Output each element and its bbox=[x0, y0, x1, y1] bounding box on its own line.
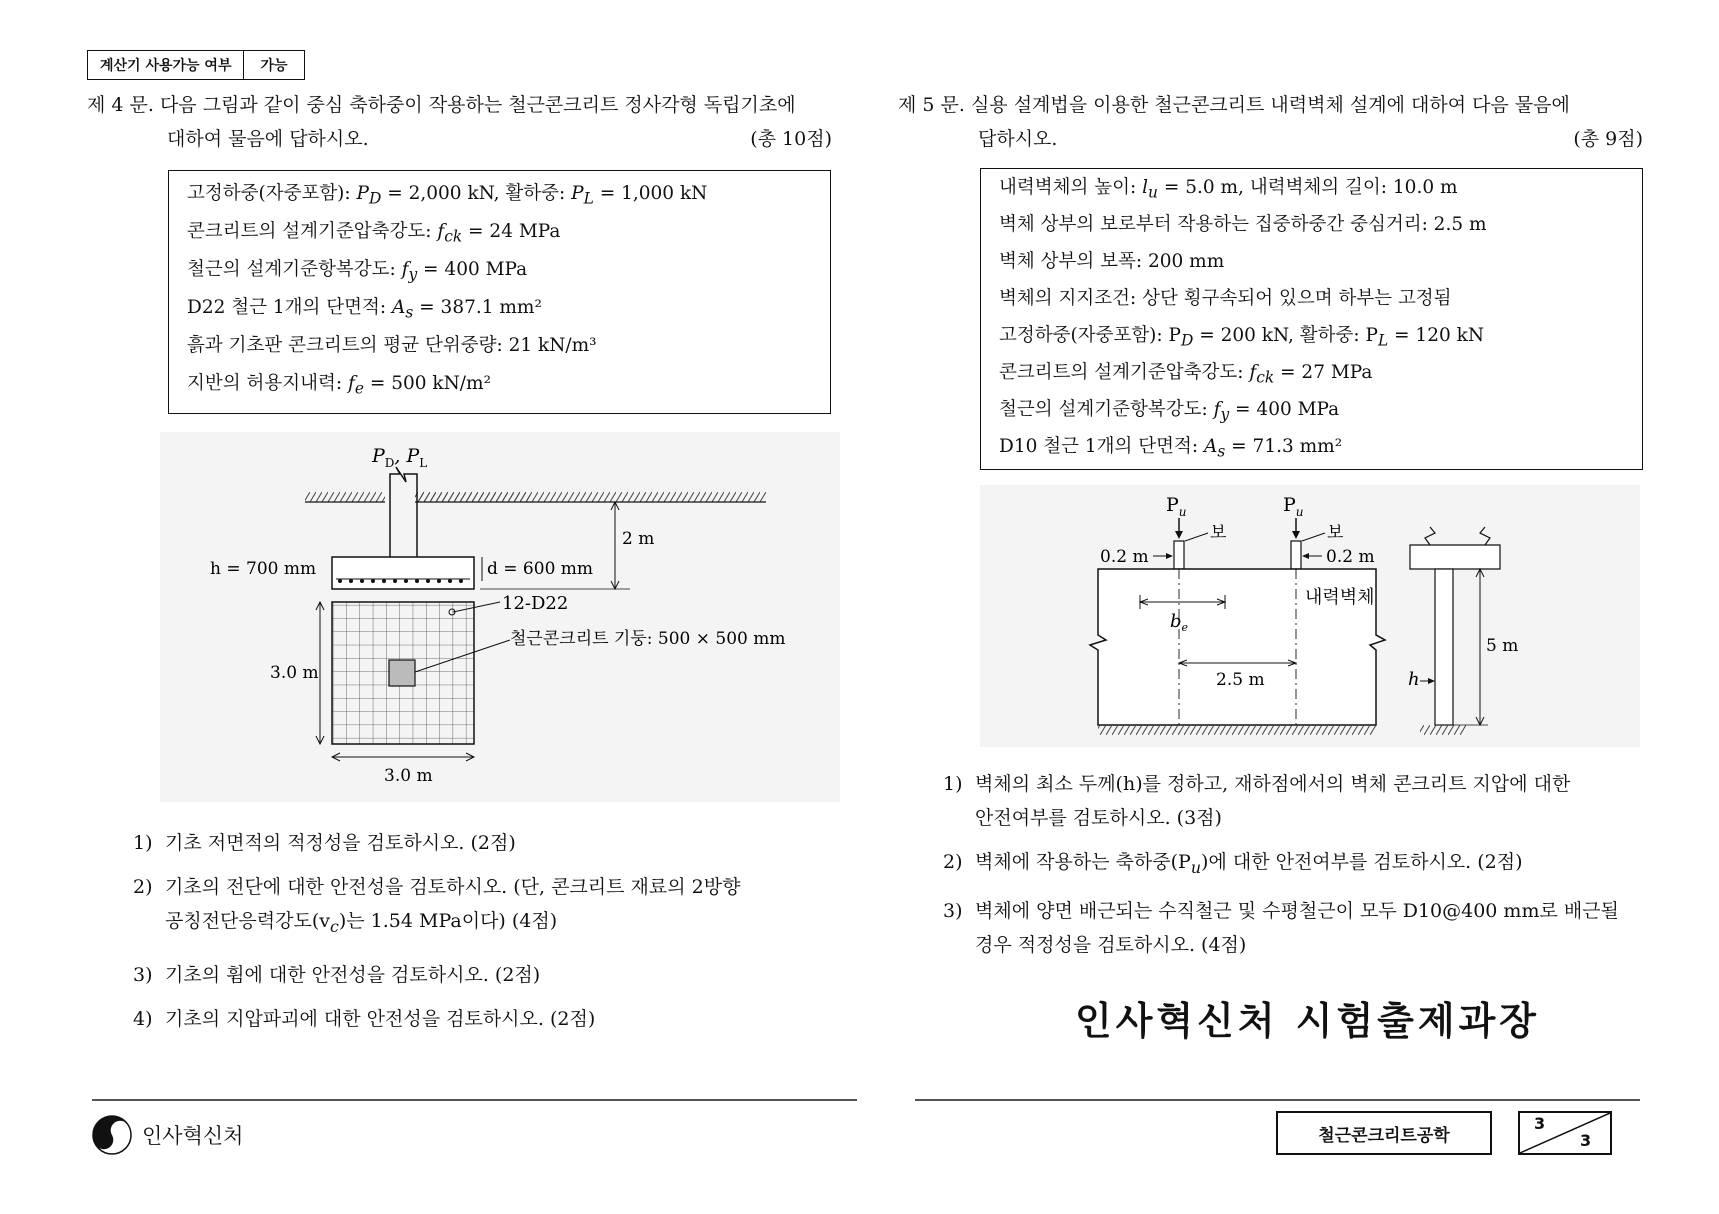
q4-bottom-label: 3.0 m bbox=[384, 766, 433, 786]
q4-side-label: 3.0 m bbox=[270, 663, 319, 683]
q5-beam-left bbox=[1174, 541, 1184, 569]
q5-base-hatch bbox=[1098, 725, 1376, 735]
footer-org-name: 인사혁신처 bbox=[142, 1124, 244, 1148]
q5-beam-right bbox=[1291, 541, 1301, 569]
q5-given-loads: 고정하중(자중포함): $P_D = 200$ kN, 활하중: $P_L = 120$ kN bbox=[999, 325, 1485, 350]
q5-section-wall bbox=[1435, 569, 1453, 725]
q5-item-1: 1) 벽체의 최소 두께(h)를 정하고, 재하점에서의 벽체 콘크리트 지압에 대한 안전여부를 검토하시오. (3점) bbox=[943, 773, 1571, 829]
q5-wall-figure bbox=[980, 485, 1640, 747]
q4-depth-label: 2 m bbox=[622, 529, 655, 549]
q5-pu-left-label: $P_u$ bbox=[1166, 494, 1187, 519]
page-number-box bbox=[1518, 1111, 1612, 1155]
q4-bar-label: 12-D22 bbox=[502, 593, 569, 614]
exam-division-stamp: 인사혁신처 시험출제과장 bbox=[1075, 999, 1541, 1043]
q5-given-fck: 콘크리트의 설계기준압축강도: $f_{ck} = 27$ MPa bbox=[999, 362, 1373, 387]
q4-heading-line2: 대하여 물음에 답하시오. bbox=[167, 128, 369, 150]
q5-given-height: 내력벽체의 높이: $l_u = 5.0$ m, 내력벽체의 길이: 10.0 m bbox=[999, 177, 1458, 202]
q5-wall-label: 내력벽체 bbox=[1305, 587, 1375, 608]
q4-d-label: d = 600 mm bbox=[487, 559, 594, 579]
q5-spacing-label: 2.5 m bbox=[1216, 670, 1265, 690]
q4-given-unit-weight: 흙과 기초판 콘크리트의 평균 단위중량: 21 kN/m³ bbox=[187, 335, 597, 356]
q5-heading-line2: 답하시오. bbox=[978, 128, 1058, 150]
q4-item-2: 2) 기초의 전단에 대한 안전성을 검토하시오. (단, 콘크리트 재료의 2방향 공칭전단응력강도$(v_c)$는 1.54 MPa이다) (4점) bbox=[133, 876, 741, 936]
taegeuk-logo-icon bbox=[92, 1115, 132, 1155]
q5-given-fy: 철근의 설계기준항복강도: $f_y = 400$ MPa bbox=[999, 399, 1340, 424]
q5-given-as: D10 철근 1개의 단면적: $A_s = 71.3$ mm² bbox=[999, 436, 1343, 461]
q4-column-plan bbox=[389, 660, 415, 686]
q4-h-label: h = 700 mm bbox=[210, 559, 317, 579]
q5-left-gap-label: 0.2 m bbox=[1100, 547, 1149, 567]
q4-given-fy: 철근의 설계기준항복강도: $f_y = 400$ MPa bbox=[187, 259, 528, 284]
footer-org bbox=[92, 1115, 243, 1155]
ground-hatch-right bbox=[418, 492, 766, 502]
q4-footing-figure bbox=[160, 432, 840, 802]
q4-given-fck: 콘크리트의 설계기준압축강도: $f_{ck} = 24$ MPa bbox=[187, 221, 561, 246]
page-total: 3 bbox=[1580, 1131, 1592, 1150]
q5-section-beam bbox=[1410, 545, 1500, 569]
q5-beam-label-left: 보 bbox=[1210, 523, 1227, 543]
q5-given-beam-width: 벽체 상부의 보폭: 200 mm bbox=[999, 251, 1225, 272]
q5-h-label: h bbox=[1408, 669, 1420, 690]
q5-be-label: $b_e$ bbox=[1170, 611, 1189, 634]
q5-given-support: 벽체의 지지조건: 상단 횡구속되어 있으며 하부는 고정됨 bbox=[999, 288, 1452, 309]
q4-given-as: D22 철근 1개의 단면적: $A_s = 387.1$ mm² bbox=[187, 297, 542, 322]
q4-given-loads: 고정하중(자중포함): $P_D = 2,000$ kN, 활하중: $P_L = 1,000$ kN bbox=[187, 183, 708, 208]
q4-given-bearing: 지반의 허용지내력: $f_e = 500$ kN/m² bbox=[187, 373, 491, 398]
q4-footing-section bbox=[332, 557, 474, 589]
q5-pu-right-label: $P_u$ bbox=[1283, 494, 1304, 519]
calculator-label: 계산기 사용가능 여부 bbox=[100, 58, 232, 74]
q4-heading bbox=[87, 88, 832, 156]
calculator-value: 가능 bbox=[243, 51, 303, 79]
q4-given-data-box bbox=[168, 170, 831, 414]
q5-height-label: 5 m bbox=[1486, 636, 1519, 656]
q5-beam-label-right: 보 bbox=[1327, 523, 1344, 543]
q4-heading-line1: 제 4 문. 다음 그림과 같이 중심 축하중이 작용하는 철근콘크리트 정사각형 독립기초에 bbox=[87, 94, 796, 116]
q5-item-2: 2) 벽체에 작용하는 축하중$(P_u)$에 대한 안전여부를 검토하시오. (2점) bbox=[943, 851, 1523, 877]
q5-given-spacing: 벽체 상부의 보로부터 작용하는 집중하중간 중심거리: 2.5 m bbox=[999, 214, 1487, 235]
footer-rule-right bbox=[915, 1099, 1640, 1101]
q5-item-3: 3) 벽체에 양면 배근되는 수직철근 및 수평철근이 모두 D10@400 mm로 배근될 경우 적정성을 검토하시오. (4점) bbox=[943, 900, 1619, 956]
q5-heading-line1: 제 5 문. 실용 설계법을 이용한 철근콘크리트 내력벽체 설계에 대하여 다음 물음에 bbox=[898, 94, 1570, 116]
q5-section-base-hatch bbox=[1420, 725, 1466, 735]
q5-given-data-box bbox=[980, 168, 1643, 470]
q5-heading bbox=[898, 88, 1643, 156]
footer-rule-left bbox=[92, 1099, 857, 1101]
calculator-usage-box bbox=[87, 50, 305, 80]
q4-column-label: 철근콘크리트 기둥: 500 × 500 mm bbox=[510, 629, 786, 649]
footer-subject-box: 철근콘크리트공학 bbox=[1276, 1111, 1492, 1155]
q4-item-1: 1) 기초 저면적의 적정성을 검토하시오. (2점) bbox=[133, 832, 516, 854]
q4-points: (총 10점) bbox=[750, 128, 832, 150]
q4-item-4: 4) 기초의 지압파괴에 대한 안전성을 검토하시오. (2점) bbox=[133, 1008, 596, 1030]
q4-item-3: 3) 기초의 휨에 대한 안전성을 검토하시오. (2점) bbox=[133, 964, 541, 986]
q4-load-label: $P_D$, $P_L$ bbox=[372, 445, 428, 470]
page-current: 3 bbox=[1534, 1114, 1546, 1133]
q5-points: (총 9점) bbox=[1573, 128, 1643, 150]
q5-right-gap-label: 0.2 m bbox=[1326, 547, 1375, 567]
